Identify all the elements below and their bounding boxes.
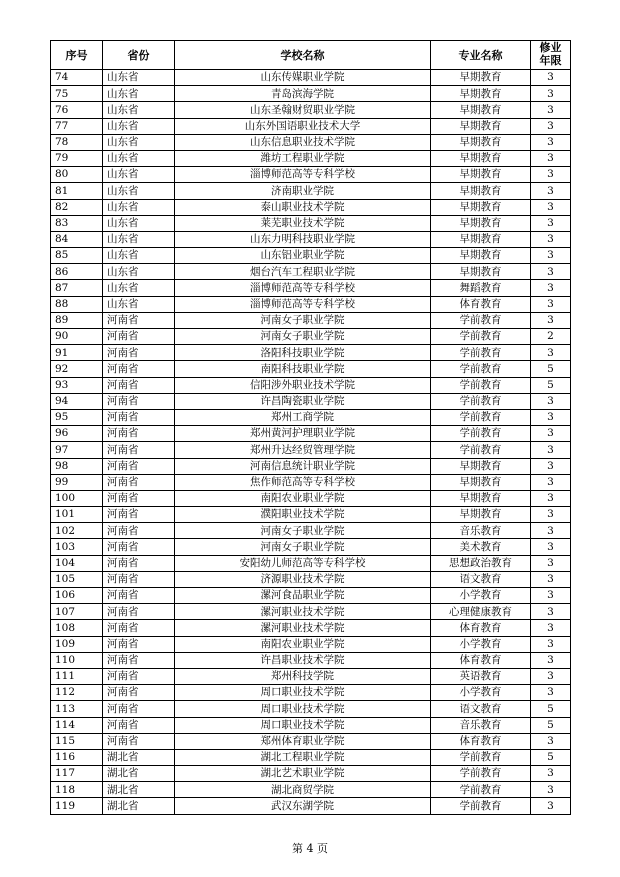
cell-years: 3 bbox=[531, 474, 571, 490]
cell-no: 117 bbox=[51, 766, 103, 782]
cell-years: 3 bbox=[531, 539, 571, 555]
cell-school: 青岛滨海学院 bbox=[175, 86, 431, 102]
cell-province: 河南省 bbox=[103, 426, 175, 442]
header-major: 专业名称 bbox=[431, 41, 531, 70]
cell-years: 3 bbox=[531, 685, 571, 701]
cell-province: 河南省 bbox=[103, 458, 175, 474]
cell-no: 78 bbox=[51, 134, 103, 150]
cell-no: 105 bbox=[51, 571, 103, 587]
cell-school: 郑州体育职业学院 bbox=[175, 733, 431, 749]
cell-years: 3 bbox=[531, 766, 571, 782]
table-row bbox=[51, 766, 571, 782]
cell-years: 3 bbox=[531, 798, 571, 814]
cell-no: 110 bbox=[51, 652, 103, 668]
cell-no: 96 bbox=[51, 426, 103, 442]
cell-no: 107 bbox=[51, 604, 103, 620]
cell-province: 河南省 bbox=[103, 685, 175, 701]
cell-province: 河南省 bbox=[103, 636, 175, 652]
table-row bbox=[51, 636, 571, 652]
header-years-line2: 年限 bbox=[539, 54, 562, 67]
cell-years: 3 bbox=[531, 571, 571, 587]
cell-major: 语文教育 bbox=[431, 571, 531, 587]
table-row bbox=[51, 134, 571, 150]
table-row bbox=[51, 555, 571, 571]
cell-no: 112 bbox=[51, 685, 103, 701]
cell-major: 学前教育 bbox=[431, 798, 531, 814]
cell-years: 3 bbox=[531, 620, 571, 636]
table-row bbox=[51, 329, 571, 345]
cell-major: 早期教育 bbox=[431, 490, 531, 506]
cell-major: 体育教育 bbox=[431, 652, 531, 668]
cell-major: 学前教育 bbox=[431, 361, 531, 377]
table-row bbox=[51, 490, 571, 506]
cell-major: 学前教育 bbox=[431, 377, 531, 393]
table-row bbox=[51, 312, 571, 328]
cell-major: 体育教育 bbox=[431, 733, 531, 749]
cell-years: 3 bbox=[531, 118, 571, 134]
table-row bbox=[51, 70, 571, 86]
cell-school: 郑州工商学院 bbox=[175, 409, 431, 425]
cell-province: 河南省 bbox=[103, 701, 175, 717]
cell-years: 3 bbox=[531, 248, 571, 264]
cell-province: 河南省 bbox=[103, 588, 175, 604]
cell-years: 3 bbox=[531, 588, 571, 604]
cell-major: 学前教育 bbox=[431, 749, 531, 765]
table-row bbox=[51, 102, 571, 118]
cell-no: 88 bbox=[51, 296, 103, 312]
cell-province: 河南省 bbox=[103, 652, 175, 668]
cell-years: 3 bbox=[531, 296, 571, 312]
cell-years: 3 bbox=[531, 507, 571, 523]
cell-school: 河南女子职业学院 bbox=[175, 539, 431, 555]
cell-no: 83 bbox=[51, 215, 103, 231]
table-row bbox=[51, 264, 571, 280]
cell-no: 81 bbox=[51, 183, 103, 199]
cell-years: 3 bbox=[531, 215, 571, 231]
cell-major: 英语教育 bbox=[431, 668, 531, 684]
cell-no: 86 bbox=[51, 264, 103, 280]
cell-school: 周口职业技术学院 bbox=[175, 685, 431, 701]
cell-school: 河南女子职业学院 bbox=[175, 312, 431, 328]
table-row bbox=[51, 183, 571, 199]
table-row bbox=[51, 507, 571, 523]
cell-major: 语文教育 bbox=[431, 701, 531, 717]
table-row bbox=[51, 588, 571, 604]
cell-province: 河南省 bbox=[103, 523, 175, 539]
cell-major: 早期教育 bbox=[431, 70, 531, 86]
cell-province: 河南省 bbox=[103, 571, 175, 587]
table-row bbox=[51, 199, 571, 215]
table-row bbox=[51, 782, 571, 798]
table-row bbox=[51, 620, 571, 636]
table-row bbox=[51, 248, 571, 264]
cell-major: 早期教育 bbox=[431, 167, 531, 183]
cell-no: 97 bbox=[51, 442, 103, 458]
cell-school: 洛阳科技职业学院 bbox=[175, 345, 431, 361]
cell-major: 音乐教育 bbox=[431, 717, 531, 733]
cell-province: 湖北省 bbox=[103, 766, 175, 782]
cell-years: 3 bbox=[531, 345, 571, 361]
table-row bbox=[51, 668, 571, 684]
cell-no: 95 bbox=[51, 409, 103, 425]
cell-no: 103 bbox=[51, 539, 103, 555]
cell-school: 郑州黄河护理职业学院 bbox=[175, 426, 431, 442]
cell-school: 淄博师范高等专科学校 bbox=[175, 167, 431, 183]
cell-school: 漯河食品职业学院 bbox=[175, 588, 431, 604]
cell-no: 87 bbox=[51, 280, 103, 296]
cell-no: 92 bbox=[51, 361, 103, 377]
cell-province: 山东省 bbox=[103, 231, 175, 247]
cell-no: 119 bbox=[51, 798, 103, 814]
cell-school: 烟台汽车工程职业学院 bbox=[175, 264, 431, 280]
cell-major: 学前教育 bbox=[431, 766, 531, 782]
cell-major: 小学教育 bbox=[431, 636, 531, 652]
cell-major: 早期教育 bbox=[431, 134, 531, 150]
cell-province: 山东省 bbox=[103, 280, 175, 296]
table-row bbox=[51, 749, 571, 765]
cell-school: 河南女子职业学院 bbox=[175, 523, 431, 539]
cell-school: 信阳涉外职业技术学院 bbox=[175, 377, 431, 393]
header-years bbox=[531, 41, 571, 70]
cell-province: 山东省 bbox=[103, 102, 175, 118]
table-row bbox=[51, 474, 571, 490]
table-row bbox=[51, 231, 571, 247]
cell-no: 111 bbox=[51, 668, 103, 684]
table-row bbox=[51, 393, 571, 409]
cell-school: 淄博师范高等专科学校 bbox=[175, 280, 431, 296]
cell-years: 5 bbox=[531, 749, 571, 765]
table-row bbox=[51, 652, 571, 668]
table-row bbox=[51, 685, 571, 701]
cell-years: 3 bbox=[531, 668, 571, 684]
cell-no: 115 bbox=[51, 733, 103, 749]
cell-province: 河南省 bbox=[103, 490, 175, 506]
cell-school: 许昌陶瓷职业学院 bbox=[175, 393, 431, 409]
cell-major: 早期教育 bbox=[431, 86, 531, 102]
table-row bbox=[51, 442, 571, 458]
table-body bbox=[51, 70, 571, 815]
cell-no: 102 bbox=[51, 523, 103, 539]
cell-province: 山东省 bbox=[103, 183, 175, 199]
cell-major: 学前教育 bbox=[431, 782, 531, 798]
header-school: 学校名称 bbox=[175, 41, 431, 70]
cell-major: 早期教育 bbox=[431, 507, 531, 523]
cell-no: 118 bbox=[51, 782, 103, 798]
cell-no: 94 bbox=[51, 393, 103, 409]
cell-major: 心理健康教育 bbox=[431, 604, 531, 620]
cell-province: 河南省 bbox=[103, 361, 175, 377]
cell-major: 学前教育 bbox=[431, 312, 531, 328]
cell-school: 许昌职业技术学院 bbox=[175, 652, 431, 668]
cell-major: 舞蹈教育 bbox=[431, 280, 531, 296]
cell-province: 山东省 bbox=[103, 150, 175, 166]
cell-school: 山东力明科技职业学院 bbox=[175, 231, 431, 247]
cell-major: 早期教育 bbox=[431, 215, 531, 231]
cell-school: 潍坊工程职业学院 bbox=[175, 150, 431, 166]
cell-major: 小学教育 bbox=[431, 588, 531, 604]
cell-years: 3 bbox=[531, 555, 571, 571]
cell-no: 74 bbox=[51, 70, 103, 86]
cell-years: 3 bbox=[531, 442, 571, 458]
cell-years: 3 bbox=[531, 636, 571, 652]
cell-years: 3 bbox=[531, 604, 571, 620]
cell-school: 湖北商贸学院 bbox=[175, 782, 431, 798]
header-province: 省份 bbox=[103, 41, 175, 70]
table-row bbox=[51, 377, 571, 393]
cell-school: 山东外国语职业技术大学 bbox=[175, 118, 431, 134]
cell-major: 思想政治教育 bbox=[431, 555, 531, 571]
cell-province: 湖北省 bbox=[103, 798, 175, 814]
cell-school: 河南信息统计职业学院 bbox=[175, 458, 431, 474]
cell-school: 南阳科技职业学院 bbox=[175, 361, 431, 377]
table-row bbox=[51, 733, 571, 749]
cell-school: 莱芜职业技术学院 bbox=[175, 215, 431, 231]
cell-major: 早期教育 bbox=[431, 102, 531, 118]
cell-school: 泰山职业技术学院 bbox=[175, 199, 431, 215]
cell-years: 3 bbox=[531, 86, 571, 102]
cell-no: 101 bbox=[51, 507, 103, 523]
cell-major: 学前教育 bbox=[431, 426, 531, 442]
cell-province: 山东省 bbox=[103, 248, 175, 264]
cell-province: 山东省 bbox=[103, 215, 175, 231]
cell-years: 3 bbox=[531, 409, 571, 425]
cell-no: 108 bbox=[51, 620, 103, 636]
cell-school: 漯河职业技术学院 bbox=[175, 604, 431, 620]
cell-school: 安阳幼儿师范高等专科学校 bbox=[175, 555, 431, 571]
cell-years: 3 bbox=[531, 199, 571, 215]
cell-years: 3 bbox=[531, 183, 571, 199]
table-row bbox=[51, 280, 571, 296]
cell-major: 学前教育 bbox=[431, 329, 531, 345]
cell-province: 山东省 bbox=[103, 70, 175, 86]
cell-school: 济南职业学院 bbox=[175, 183, 431, 199]
cell-major: 早期教育 bbox=[431, 150, 531, 166]
cell-no: 116 bbox=[51, 749, 103, 765]
cell-province: 山东省 bbox=[103, 118, 175, 134]
cell-no: 104 bbox=[51, 555, 103, 571]
cell-major: 早期教育 bbox=[431, 199, 531, 215]
cell-school: 周口职业技术学院 bbox=[175, 717, 431, 733]
cell-province: 河南省 bbox=[103, 329, 175, 345]
cell-major: 体育教育 bbox=[431, 620, 531, 636]
cell-school: 河南女子职业学院 bbox=[175, 329, 431, 345]
cell-no: 79 bbox=[51, 150, 103, 166]
cell-major: 早期教育 bbox=[431, 118, 531, 134]
cell-province: 湖北省 bbox=[103, 749, 175, 765]
cell-no: 114 bbox=[51, 717, 103, 733]
cell-years: 3 bbox=[531, 70, 571, 86]
cell-major: 学前教育 bbox=[431, 409, 531, 425]
cell-school: 焦作师范高等专科学校 bbox=[175, 474, 431, 490]
cell-school: 武汉东湖学院 bbox=[175, 798, 431, 814]
cell-no: 109 bbox=[51, 636, 103, 652]
table-row bbox=[51, 539, 571, 555]
cell-no: 84 bbox=[51, 231, 103, 247]
cell-no: 113 bbox=[51, 701, 103, 717]
cell-years: 3 bbox=[531, 102, 571, 118]
cell-school: 周口职业技术学院 bbox=[175, 701, 431, 717]
cell-years: 5 bbox=[531, 701, 571, 717]
table-row bbox=[51, 604, 571, 620]
cell-province: 河南省 bbox=[103, 409, 175, 425]
cell-province: 河南省 bbox=[103, 717, 175, 733]
cell-province: 河南省 bbox=[103, 507, 175, 523]
cell-province: 河南省 bbox=[103, 539, 175, 555]
cell-province: 河南省 bbox=[103, 604, 175, 620]
cell-school: 湖北艺术职业学院 bbox=[175, 766, 431, 782]
cell-years: 5 bbox=[531, 717, 571, 733]
cell-no: 93 bbox=[51, 377, 103, 393]
cell-major: 早期教育 bbox=[431, 474, 531, 490]
cell-major: 学前教育 bbox=[431, 393, 531, 409]
cell-years: 3 bbox=[531, 523, 571, 539]
cell-school: 山东信息职业技术学院 bbox=[175, 134, 431, 150]
cell-no: 100 bbox=[51, 490, 103, 506]
cell-school: 郑州升达经贸管理学院 bbox=[175, 442, 431, 458]
school-major-table bbox=[50, 40, 571, 815]
cell-major: 学前教育 bbox=[431, 345, 531, 361]
table-header bbox=[51, 41, 571, 70]
cell-school: 山东传媒职业学院 bbox=[175, 70, 431, 86]
cell-years: 3 bbox=[531, 652, 571, 668]
header-years-line1: 修业 bbox=[539, 41, 562, 55]
cell-no: 76 bbox=[51, 102, 103, 118]
cell-no: 99 bbox=[51, 474, 103, 490]
cell-province: 河南省 bbox=[103, 377, 175, 393]
cell-no: 82 bbox=[51, 199, 103, 215]
cell-province: 山东省 bbox=[103, 86, 175, 102]
cell-school: 郑州科技学院 bbox=[175, 668, 431, 684]
cell-years: 3 bbox=[531, 393, 571, 409]
cell-province: 河南省 bbox=[103, 312, 175, 328]
cell-province: 河南省 bbox=[103, 668, 175, 684]
cell-province: 河南省 bbox=[103, 733, 175, 749]
cell-province: 河南省 bbox=[103, 442, 175, 458]
cell-major: 音乐教育 bbox=[431, 523, 531, 539]
table-row bbox=[51, 215, 571, 231]
table-row bbox=[51, 426, 571, 442]
cell-years: 3 bbox=[531, 312, 571, 328]
cell-years: 3 bbox=[531, 150, 571, 166]
cell-major: 早期教育 bbox=[431, 264, 531, 280]
cell-province: 山东省 bbox=[103, 134, 175, 150]
cell-province: 山东省 bbox=[103, 296, 175, 312]
table-row bbox=[51, 167, 571, 183]
cell-years: 5 bbox=[531, 377, 571, 393]
table-row bbox=[51, 458, 571, 474]
table-row bbox=[51, 345, 571, 361]
cell-school: 山东圣翰财贸职业学院 bbox=[175, 102, 431, 118]
table-row bbox=[51, 361, 571, 377]
cell-school: 淄博师范高等专科学校 bbox=[175, 296, 431, 312]
cell-years: 3 bbox=[531, 264, 571, 280]
cell-province: 河南省 bbox=[103, 620, 175, 636]
cell-major: 学前教育 bbox=[431, 442, 531, 458]
cell-years: 3 bbox=[531, 782, 571, 798]
table-row bbox=[51, 296, 571, 312]
cell-province: 河南省 bbox=[103, 555, 175, 571]
cell-province: 河南省 bbox=[103, 345, 175, 361]
cell-years: 3 bbox=[531, 426, 571, 442]
cell-major: 美术教育 bbox=[431, 539, 531, 555]
cell-province: 湖北省 bbox=[103, 782, 175, 798]
cell-school: 山东铝业职业学院 bbox=[175, 248, 431, 264]
cell-years: 3 bbox=[531, 490, 571, 506]
table-row bbox=[51, 150, 571, 166]
cell-years: 3 bbox=[531, 280, 571, 296]
table-row bbox=[51, 798, 571, 814]
cell-years: 3 bbox=[531, 167, 571, 183]
table-row bbox=[51, 571, 571, 587]
cell-province: 山东省 bbox=[103, 199, 175, 215]
cell-school: 濮阳职业技术学院 bbox=[175, 507, 431, 523]
table-row bbox=[51, 701, 571, 717]
cell-school: 济源职业技术学院 bbox=[175, 571, 431, 587]
cell-major: 体育教育 bbox=[431, 296, 531, 312]
cell-years: 5 bbox=[531, 361, 571, 377]
cell-years: 2 bbox=[531, 329, 571, 345]
cell-no: 80 bbox=[51, 167, 103, 183]
table-row bbox=[51, 86, 571, 102]
cell-no: 90 bbox=[51, 329, 103, 345]
cell-no: 98 bbox=[51, 458, 103, 474]
cell-school: 湖北工程职业学院 bbox=[175, 749, 431, 765]
cell-years: 3 bbox=[531, 458, 571, 474]
table-row bbox=[51, 523, 571, 539]
cell-years: 3 bbox=[531, 134, 571, 150]
cell-school: 漯河职业技术学院 bbox=[175, 620, 431, 636]
cell-major: 早期教育 bbox=[431, 458, 531, 474]
cell-years: 3 bbox=[531, 733, 571, 749]
cell-province: 河南省 bbox=[103, 393, 175, 409]
cell-no: 89 bbox=[51, 312, 103, 328]
cell-no: 91 bbox=[51, 345, 103, 361]
table-row bbox=[51, 409, 571, 425]
cell-province: 河南省 bbox=[103, 474, 175, 490]
header-no: 序号 bbox=[51, 41, 103, 70]
page-footer bbox=[0, 840, 620, 856]
cell-school: 南阳农业职业学院 bbox=[175, 636, 431, 652]
cell-no: 75 bbox=[51, 86, 103, 102]
cell-province: 山东省 bbox=[103, 167, 175, 183]
cell-no: 85 bbox=[51, 248, 103, 264]
cell-major: 早期教育 bbox=[431, 231, 531, 247]
cell-school: 南阳农业职业学院 bbox=[175, 490, 431, 506]
cell-major: 早期教育 bbox=[431, 248, 531, 264]
cell-major: 早期教育 bbox=[431, 183, 531, 199]
cell-major: 小学教育 bbox=[431, 685, 531, 701]
header-row bbox=[51, 41, 571, 70]
cell-province: 山东省 bbox=[103, 264, 175, 280]
table-row bbox=[51, 717, 571, 733]
cell-no: 106 bbox=[51, 588, 103, 604]
cell-years: 3 bbox=[531, 231, 571, 247]
table-row bbox=[51, 118, 571, 134]
page-number: 第 4 页 bbox=[292, 842, 328, 855]
cell-no: 77 bbox=[51, 118, 103, 134]
